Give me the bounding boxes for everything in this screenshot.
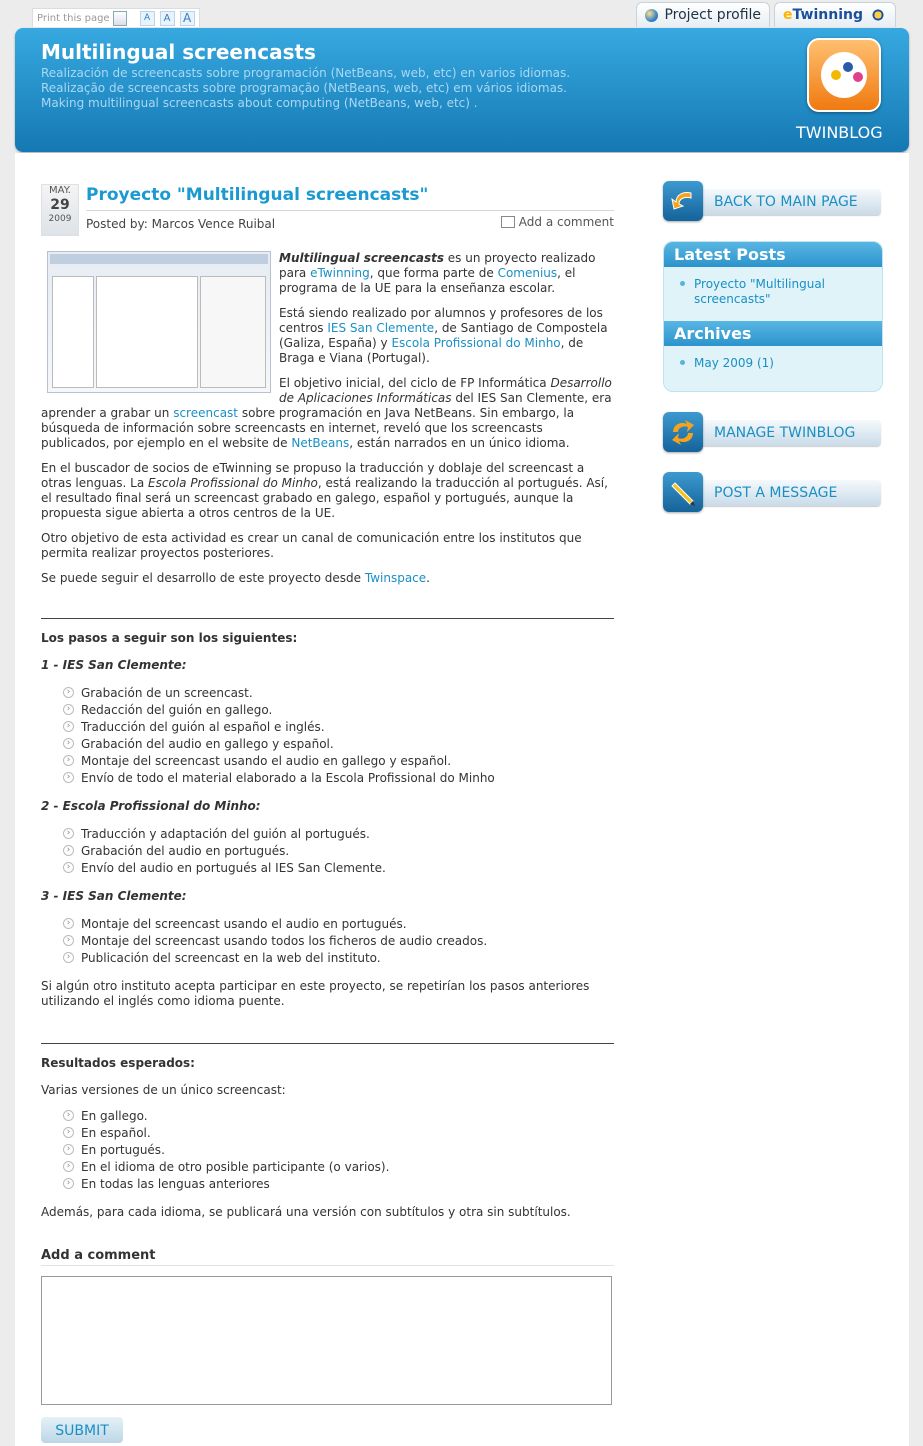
results-intro: Varias versiones de un único screencast: [41,1083,286,1097]
comment-textarea[interactable] [41,1276,612,1405]
add-comment-heading: Add a comment [41,1248,614,1266]
list-item: › En el idioma de otro posible participante (o varios). [63,1159,614,1176]
text: es un proyecto realizado para [279,251,596,280]
sidebar [663,181,883,532]
netbeans-screenshot-image [47,251,271,393]
escola-minho-link[interactable]: Escola Profissional do Minho [391,336,561,350]
print-controls [32,8,200,27]
text: Se puede seguir el desarrollo de este proyecto desde [41,571,365,585]
text: , el programa de la UE para la enseñanza escolar. [279,266,576,295]
paragraph-repeat: Si algún otro instituto acepta participar en este proyecto, se repetirían los pasos anteriores utilizando el inglés como idioma puente. [41,979,590,1008]
subtitle-line-en: Making multilingual screencasts about computing (NetBeans, web, etc) . [41,96,478,110]
submit-button[interactable]: SUBMIT [41,1417,123,1443]
divider [41,1043,614,1044]
text: , que forma parte de [369,266,498,280]
top-tabs [632,2,896,27]
twinblog-label: TWINBLOG [796,123,883,142]
list-item: › En gallego. [63,1108,614,1125]
list-item: › Envío de todo el material elaborado a la Escola Profissional do Minho [63,770,614,787]
list-item: › En portugués. [63,1142,614,1159]
manage-button-label: MANAGE TWINBLOG [714,425,856,441]
globe-icon [645,9,658,22]
back-arrow-icon [663,181,703,221]
paragraph-translation [41,461,614,521]
list-item: › Grabación del audio en gallego y español. [63,736,614,753]
logo-dot [831,70,841,80]
list-item: › Montaje del screencast usando el audio en portugués. [63,916,614,933]
archive-link[interactable]: May 2009 (1) [664,346,882,391]
paragraph-twinspace [41,571,614,586]
top-bar [0,0,923,28]
text: El objetivo inicial, del ciclo de FP Informática [279,376,551,390]
tab-project-profile-label: Project profile [664,7,762,23]
thumb-titlebar [50,254,268,264]
list-item: › Traducción y adaptación del guión al portugués. [63,826,614,843]
list-item: › Publicación del screencast en la web del instituto. [63,950,614,967]
list-item: › En español. [63,1125,614,1142]
step1-list [41,685,614,787]
text: , de Braga e Viana (Portugal). [279,336,584,365]
subtitle-line-es: Realización de screencasts sobre programación (NetBeans, web, etc) en varios idiomas. [41,66,571,80]
add-comment-label: Add a comment [518,215,614,229]
post-body [41,251,614,1443]
blog-header [15,28,909,152]
refresh-arrows-icon [663,412,703,452]
post-year: 2009 [48,214,72,224]
print-page-link[interactable]: Print this page [37,12,110,24]
thumb-properties [200,276,266,388]
post-date-badge [41,184,79,236]
results-list [41,1108,614,1193]
list-item: › Montaje del screencast usando todos los ficheros de audio creados. [63,933,614,950]
step3-title: 3 - IES San Clemente: [41,889,187,903]
text: . [426,571,430,585]
etwinning-logo-e: e [783,7,793,23]
list-item: › Grabación del audio en portugués. [63,843,614,860]
post-title[interactable]: Proyecto "Multilingual screencasts" [86,185,429,205]
list-item: › Redacción del guión en gallego. [63,702,614,719]
post-meta [86,210,614,231]
manage-twinblog-button[interactable] [663,412,883,452]
text: del IES San Clemente, era aprender a grabar un [41,391,612,420]
pencil-icon [663,472,703,512]
step2-title: 2 - Escola Profissional do Minho: [41,799,261,813]
tab-etwinning[interactable] [774,2,896,27]
divider [41,618,614,619]
list-item: › Envío del audio en portugués al IES San Clemente. [63,860,614,877]
text: , están narrados en un único idioma. [349,436,570,450]
paragraph-subtitles: Además, para cada idioma, se publicará una versión con subtítulos y otra sin subtítulos. [41,1205,571,1219]
back-to-main-button[interactable] [663,181,883,221]
project-name: Multilingual screencasts [279,251,444,265]
list-item: › Traducción del guión al español e inglés. [63,719,614,736]
step2-list [41,826,614,877]
post-message-button[interactable] [663,472,883,512]
list-item: › Montaje del screencast usando el audio en gallego y español. [63,753,614,770]
steps-heading: Los pasos a seguir son los siguientes: [41,631,298,645]
thumb-sidepanel [52,276,94,388]
course-name: Desarrollo de Aplicaciones Informáticas [279,376,612,405]
blog-title: Multilingual screencasts [41,40,316,64]
step3-list [41,916,614,967]
text: , de Santiago de Compostela (Galiza, España) y [279,321,608,350]
netbeans-link[interactable]: NetBeans [291,436,350,450]
back-button-label: BACK TO MAIN PAGE [714,194,858,210]
text: Está siendo realizado por alumnos y profesores de los centros [279,306,603,335]
thumb-editor [96,276,198,388]
latest-post-link[interactable]: Proyecto "Multilingual screencasts" [664,267,882,321]
blog-subtitle [41,66,570,111]
twinblog-logo-icon[interactable] [807,38,881,112]
logo-dot [853,72,863,82]
archives-heading: Archives [664,321,882,346]
ies-san-clemente-link[interactable]: IES San Clemente [327,321,435,335]
twinspace-link[interactable]: Twinspace [364,571,427,585]
page-body [15,153,909,1446]
logo-dot [843,62,853,72]
results-heading: Resultados esperados: [41,1056,195,1070]
list-item: › Grabación de un screencast. [63,685,614,702]
screencast-link[interactable]: screencast [173,406,239,420]
latest-archives-box [663,241,883,392]
school-name: Escola Profissional do Minho [148,476,318,490]
printer-icon[interactable] [113,11,127,26]
step1-title: 1 - IES San Clemente: [41,658,187,672]
comenius-link[interactable]: Comenius [497,266,558,280]
latest-posts-heading: Latest Posts [664,242,882,267]
comment-icon [501,216,515,228]
subtitle-line-pt: Realização de screencasts sobre programação (NetBeans, web, etc) em vários idiomas. [41,81,567,95]
font-size-large-button[interactable]: A [180,11,195,26]
text: , está realizando la traducción al portugués. Así, el resultado final será un screencast grabado en galego, español y portugués, aunque la propuesta sigue abierta a otros centros de la UE. [41,476,608,520]
paragraph-channel: Otro objetivo de esta actividad es crear un canal de comunicación entre los institutos que permita realizar proyectos posteriores. [41,531,582,560]
post-button-label: POST A MESSAGE [714,485,838,501]
text: En el buscador de socios de eTwinning se propuso la traducción y doblaje del screencast a otras lenguas. La [41,461,585,490]
list-item: › En todas las lenguas anteriores [63,1176,614,1193]
etwinning-stars-icon [869,7,887,23]
etwinning-logo-text: Twinning [792,7,863,23]
add-comment-link[interactable] [501,215,614,229]
font-size-small-button[interactable]: A [140,11,155,26]
tab-project-profile[interactable] [636,2,770,27]
post-month: MAY. [49,185,71,196]
post-day: 29 [50,197,70,213]
font-size-medium-button[interactable]: A [160,11,175,26]
etwinning-link[interactable]: eTwinning [310,266,370,280]
text: sobre programación en Java NetBeans. Sin embargo, la búsqueda de información sobre screencasts en internet, reveló que los screencasts publicados, por ejemplo en el website de [41,406,575,450]
post-author: Posted by: Marcos Vence Ruibal [86,217,276,231]
